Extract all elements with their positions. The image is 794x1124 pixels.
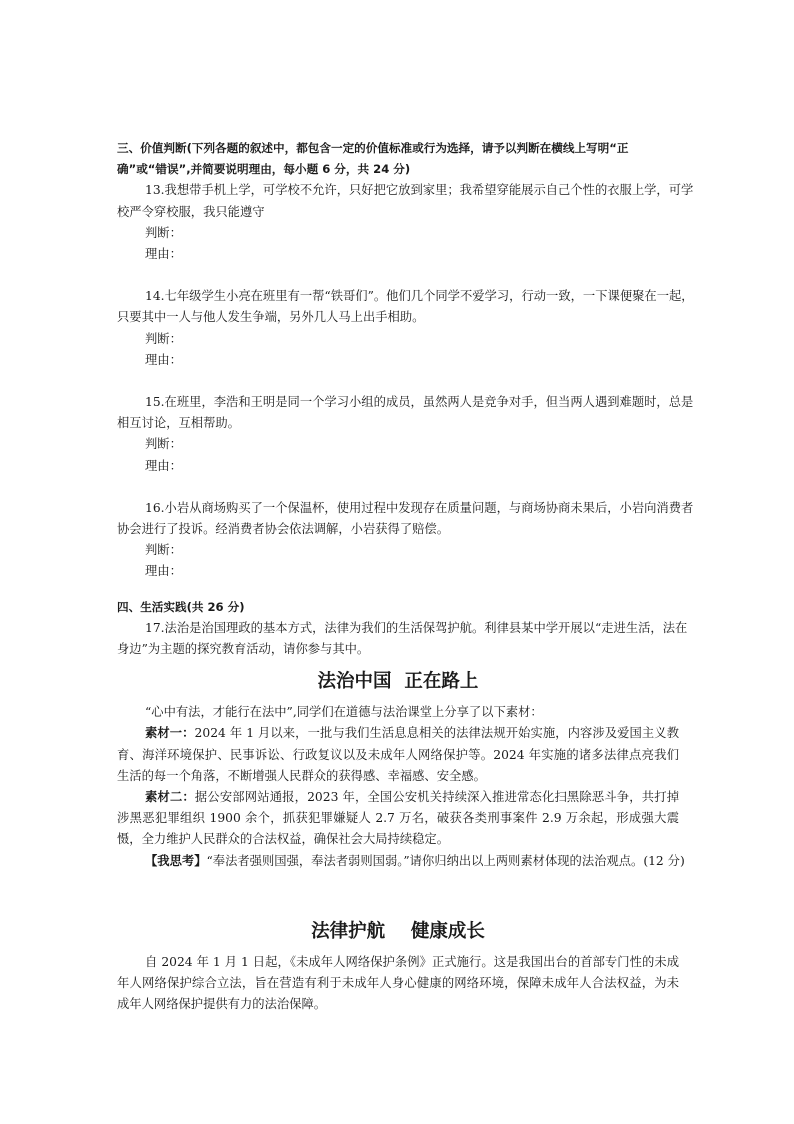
section-title-law-escort: 法律护航 健康成长 <box>311 920 485 942</box>
materials-intro: “心中有法，才能行在法中”,同学们在道德与法治课堂上分享了以下素材： <box>145 705 543 720</box>
material-two <box>117 787 679 851</box>
q13-reason-label: 理由： <box>145 247 182 262</box>
regulation-paragraph: 自 2024 年 1 月 1 日起，《未成年人网络保护条例》正式施行。这是我国出台的首部专门性的未成年人网络保护综合立法，旨在营造有利于未成年人身心健康的网络环境，保障未成年人合法权益，为未成年人网络保护提供有力的法治保障。 <box>117 954 679 1012</box>
exam-page <box>117 138 694 1016</box>
q15-text-line1: 15.在班里，李浩和王明是同一个学习小组的成员，虽然两人是竞争对手，但当两人遇到难题时，总是 <box>145 395 694 410</box>
q13-judge-label: 判断： <box>145 225 182 240</box>
think-question <box>117 851 685 872</box>
section4-heading: 四、生活实践(共 26 分) <box>117 599 245 614</box>
q16-text-line2: 协会进行了投诉。经消费者协会依法调解，小岩获得了赔偿。 <box>117 522 450 537</box>
material-two-label: 素材二： <box>145 790 195 805</box>
q15-judge-label: 判断： <box>145 437 182 452</box>
q15-text-line2: 相互讨论，互相帮助。 <box>117 416 240 431</box>
q16-judge-label: 判断： <box>145 543 182 558</box>
section3-heading-line2: 确”或“错误”,并简要说明理由，每小题 6 分，共 24 分) <box>117 162 411 177</box>
q14-text-line2: 只要其中一人与他人发生争端，另外几人马上出手相助。 <box>117 310 425 325</box>
section3-heading-line1: 三、价值判断(下列各题的叙述中，都包含一定的价值标准或行为选择，请予以判断在横线上写明“正 <box>117 141 629 155</box>
q17-text-line2: 身边”为主题的探究教育活动，请你参与其中。 <box>117 642 370 657</box>
think-text: “奉法者强则国强，奉法者弱则国弱。”请你归纳出以上两则素材体现的法治观点。(12 分) <box>206 853 685 868</box>
q14-reason-label: 理由： <box>145 352 182 367</box>
q15-reason-label: 理由： <box>145 458 182 473</box>
q13-text-line2: 校严令穿校服，我只能遵守 <box>117 204 265 219</box>
material-one-label: 素材一： <box>145 726 195 741</box>
q14-judge-label: 判断： <box>145 331 182 346</box>
material-two-text: 据公安部网站通报，2023 年，全国公安机关持续深入推进常态化扫黑除恶斗争，共打掉涉黑恶犯罪组织 1900 余个，抓获犯罪嫌疑人 2.7 万名，破获各类刑事案件 2.9 万余起，形成强大震慑，全力维护人民群众的合法权益，确保社会大局持续稳定。 <box>117 790 679 847</box>
q16-reason-label: 理由： <box>145 564 182 579</box>
q13-text-line1: 13.我想带手机上学，可学校不允许，只好把它放到家里；我希望穿能展示自己个性的衣服上学，可学 <box>145 183 694 198</box>
q14-text-line1: 14.七年级学生小亮在班里有一帮“铁哥们”。他们几个同学不爱学习，行动一致，一下课便聚在一起， <box>145 289 694 304</box>
q16-text-line1: 16.小岩从商场购买了一个保温杯，使用过程中发现存在质量问题，与商场协商未果后，小岩向消费者 <box>145 500 694 515</box>
q17-text-line1: 17.法治是治国理政的基本方式，法律为我们的生活保驾护航。利律县某中学开展以“走进生活，法在 <box>145 620 688 635</box>
material-one-text: 2024 年 1 月以来，一批与我们生活息息相关的法律法规开始实施，内容涉及爱国主义教育、海洋环境保护、民事诉讼、行政复议以及未成年人网络保护等。2024 年实施的诸多法律点亮我们生活的每一个角落，不断增强人民群众的获得感、幸福感、安全感。 <box>117 726 679 783</box>
section-title-rule-of-law: 法治中国 正在路上 <box>317 671 479 693</box>
think-label: 【我思考】 <box>145 853 207 868</box>
material-one <box>117 723 679 787</box>
